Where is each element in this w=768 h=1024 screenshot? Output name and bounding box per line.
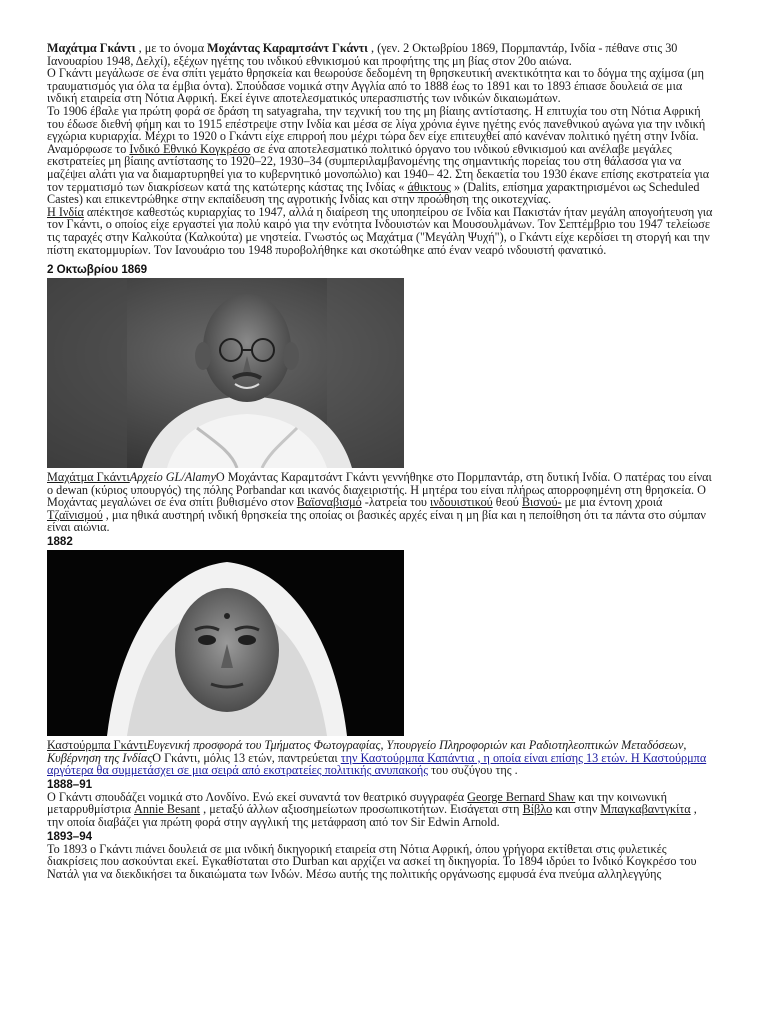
gandhi-portrait-image [47,278,404,468]
section-date-1888: 1888–91 [47,777,93,791]
section1-text: Ο Μοχάντας Καραμτσάντ Γκάντι γεννήθηκε στο Πορμπαντάρ, στη δυτική Ινδία. Ο πατέρας του είναι ο dewan (κύριος υπουργός) της πόλης Porbandar και ικανός διαχειριστής. Η μητέρα του είναι πλήρως απορροφημένη στη θρησκεία. Ο Μοχάντας μεγαλώνει σε ένα σπίτι βυθισμένο στον [47,470,712,510]
paragraph-4 [47,143,713,206]
link-untouchables[interactable]: άθικτους [407,179,451,194]
paragraph-5 [47,206,713,256]
section3-text: Ο Γκάντι σπουδάζει νομικά στο Λονδίνο. Ενώ εκεί συναντά τον θεατρικό συγγραφέα [47,789,468,804]
section2-caption-paragraph [47,739,713,777]
intro-text: , με το όνομα [135,41,208,55]
link-bhagavad-gita[interactable]: Μπαγκαβαντγκίτα [600,802,691,817]
link-jainism[interactable]: Τζαϊνισμού [47,507,103,522]
link-shaw[interactable]: George Bernard Shaw [467,789,576,804]
para4-text-3: » (Dalits, επίσημα χαρακτηρισμένοι ως Scheduled Castes) και επικεντρώθηκε στην εκπαίδευση της αγροτικής Ινδίας και στην προώθηση της οικοτεχνίας. [47,179,700,207]
caption-credit-2: Ευγενική προσφορά του Τμήματος Φωτογραφίας, Υπουργείο Πληροφοριών και Ραδιοτηλεοπτικών Μεταδόσεων, Κυβέρνηση της Ινδίας [47,738,687,765]
kasturba-photo [47,550,404,736]
link-indian-national-congress[interactable]: Ινδικό Εθνικό Κογκρέσο [129,141,251,156]
section1-text-3: θεού [492,495,522,510]
section3-text-3: , μεταξύ άλλων αξιοσημείωτων προσωπικοτήτων. Εισάγεται στη [200,802,523,817]
section3-text-5: , την οποία διαβάζει για πρώτη φορά στην αγγλική της μετάφραση από τον Sir Edwin Arnold. [47,802,697,830]
link-bible[interactable]: Βίβλο [522,802,553,817]
paragraph-3: Το 1906 έβαλε για πρώτη φορά σε δράση τη satyagraha, την τεχνική του της μη βίαιης αντίστασης. Η επιτυχία του στη Νότια Αφρική του έδωσε διεθνή φήμη και το 1915 επέστρεψε στην Ινδία και μέσα σε λίγα χρόνια έγινε ηγέτης ενός πανεθνικού αγώνα για την ινδική εγχώρια κυριαρχία. Μέχρι το 1920 ο Γκάντι είχε επιρροή που μέχρι τώρα δεν είχε επιτευχθεί από κανέναν πολιτικό ηγέτη στην Ινδία. [47,103,706,144]
name-bold: Μαχάτμα Γκάντι [47,41,136,55]
para4-text-2: σε ένα αποτελεσματικό πολιτικό όργανο του ινδικού εθνικισμού και ανέλαβε μεγάλες εκστρατείες μη βίαιης αντίστασης το 1920–22, 1930–34 (συμπεριλαμβανομένης της σημαντικής πορείας του στη θάλασσα για να μαζέψει αλάτι για να διαμαρτυρηθεί για το κυβερνητικό μονοπώλιο) και 1940– 42. Στη δεκαετία του 1930 έκανε επίσης εκστρατεία για τον τερματισμό των διακρίσεων κατά της κατώτερης κάστας της Ινδίας « [47,141,710,194]
section2-text-2: του συζύγου της . [428,763,518,778]
link-besant[interactable]: Annie Besant [134,802,201,817]
link-hindu[interactable]: ινδουιστικού [430,495,493,510]
fullname-bold: Μοχάντας Καραμτσάντ Γκάντι [207,41,368,55]
section1-text-2: -λατρεία του [361,495,431,510]
intro-rest: , (γεν. 2 Οκτωβρίου 1869, Πορμπαντάρ, Ινδία - πέθανε στις 30 Ιανουαρίου 1948, Δελχί), εξέχων ηγέτης του ινδικού εθνικισμού και προφήτης της μη βίας στον 20ο αιώνα. [47,41,678,68]
section3-text-4: και στην [552,802,601,817]
paragraph-2: Ο Γκάντι μεγάλωσε σε ένα σπίτι γεμάτο θρησκεία και θεωρούσε δεδομένη τη θρησκευτική ανεκτικότητα και το δόγμα της αχίμσα (μη τραυματισμός για όλα τα έμβια όντα). Σπούδασε νομικά στην Αγγλία από το 1888 έως το 1891 και το 1893 έπιασε δουλειά σε μια ινδική εταιρεία στη Νότια Αφρική. Εκεί έγινε αποτελεσματικός υπερασπιστής των ινδικών δικαιωμάτων. [47,66,704,106]
para4-text: Αναμόρφωσε το [47,141,130,156]
caption-link-kasturba[interactable]: Καστούρμπα Γκάντι [47,738,147,753]
caption-link-gandhi[interactable]: Μαχάτμα Γκάντι [47,470,130,485]
section1-text-5: , μια ηθικά αυστηρή ινδική θρησκεία της οποίας οι βασικές αρχές είναι η μη βία και η πεποίθηση ότι τα πάντα στο σύμπαν είναι αιώνια. [47,507,706,535]
section-date-1869: 2 Οκτωβρίου 1869 [47,263,148,277]
gandhi-photo [47,278,404,468]
section4-paragraph: Το 1893 ο Γκάντι πιάνει δουλειά σε μια ινδική δικηγορική εταιρεία στη Νότια Αφρική, όπου γρήγορα εκτίθεται στις φυλετικές διακρίσεις που ασκούνται εκεί. Εγκαθίσταται στο Durban και αρχίζει να ασκεί τη δικηγορία. Το 1894 ιδρύει το Ινδικό Κογκρέσο του Νατάλ για να διεκδικήσει τα δικαιώματα των Ινδών. Μέσω αυτής της πολιτικής οργάνωσης εμφυσά ένα πνεύμα αλληλεγγύης [47,841,697,881]
section2-text: Ο Γκάντι, μόλις 13 ετών, παντρεύεται [152,750,341,765]
link-vishnu[interactable]: Βισνού- [521,495,562,510]
link-india[interactable]: Η Ινδία [47,204,84,219]
kasturba-portrait-image [47,550,404,736]
link-kasturba-kapadia[interactable]: την Καστούρμπα Καπάντια , η οποία είναι επίσης 13 ετών. Η Καστούρμπα αργότερα θα συμμετάσχει σε μια σειρά από εκστρατείες πολιτικής ανυπακοής [47,750,707,778]
link-vaishnavism[interactable]: Βαϊσναβισμό [296,495,362,510]
section3-text-2: και την κοινωνική μεταρρυθμίστρια [47,789,667,817]
section-date-1882: 1882 [47,535,73,549]
section-date-1893: 1893–94 [47,829,93,843]
section1-text-4: με μια έντονη χροιά [561,495,663,510]
para5-text: απέκτησε καθεστώς κυριαρχίας το 1947, αλλά η διαίρεση της υποηπείρου σε Ινδία και Πακιστάν ήταν μεγάλη απογοήτευση για τον Γκάντι, ο οποίος είχε εργαστεί για πολύ καιρό για την ενότητα Ινδουιστών και Μουσουλμάνων. Τον Σεπτέμβριο του 1947 τελείωσε τις ταραχές στην Καλκούτα (Καλκούτα) με νηστεία. Γνωστός ως Μαχάτμα ("Μεγάλη Ψυχή"), ο Γκάντι είχε κερδίσει τη στοργή και την πίστη εκατομμυρίων. Τον Ιανουάριο του 1948 πυροβολήθηκε και σκοτώθηκε από έναν νεαρό ινδουιστή φανατικό. [47,204,713,257]
section1-caption-paragraph [47,471,713,534]
caption-credit: Αρχείο GL/Alamy [129,470,216,485]
intro-paragraph [47,42,713,67]
section3-paragraph [47,791,713,829]
document-page [47,42,713,880]
